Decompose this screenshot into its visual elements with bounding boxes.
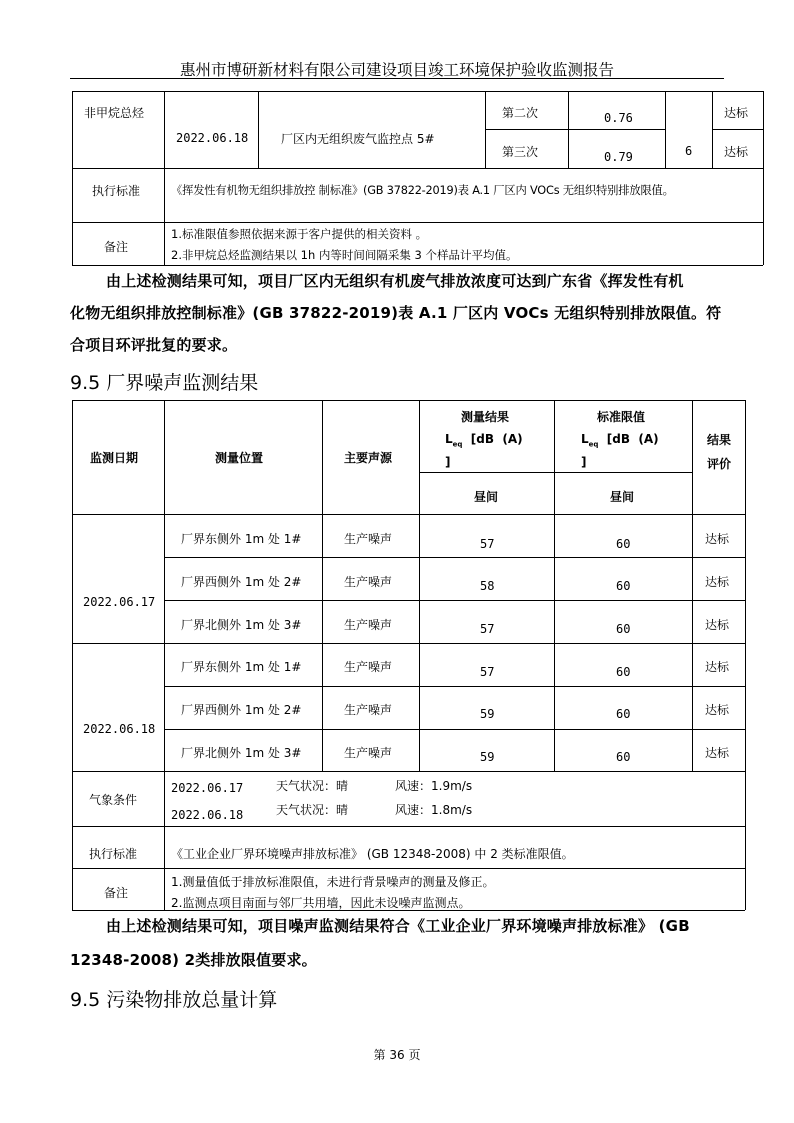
unit-prefix: L (581, 432, 589, 446)
measured-db: 57 (480, 665, 495, 679)
result-status: 达标 (724, 145, 749, 159)
measurement-position: 厂界东侧外 1m 处 1# (181, 660, 302, 674)
conclusion-paragraph: 由上述检测结果可知，项目厂区内无组织有机废气排放浓度可达到广东省《挥发性有机 (106, 272, 684, 290)
table-border (164, 686, 745, 687)
result-status: 达标 (724, 106, 749, 120)
unit-suffix: [dB (A) (462, 432, 523, 446)
unit-prefix: L (445, 432, 453, 446)
pollutant-name: 非甲烷总烃 (84, 106, 145, 120)
weather-condition: 天气状况：晴 (276, 803, 349, 817)
wind-speed: 风速：1.8m/s (395, 803, 473, 817)
result-status: 达标 (705, 532, 730, 546)
measured-db: 59 (480, 750, 495, 764)
header-unit-close: ] (581, 455, 587, 469)
measurement-position: 厂界西侧外 1m 处 2# (181, 575, 302, 589)
table-border (554, 400, 555, 771)
table-border (665, 91, 666, 168)
limit-db: 60 (616, 537, 631, 551)
table-border (72, 771, 745, 772)
standard-text: 《挥发性有机物无组织排放控 制标准》(GB 37822-2019)表 A.1 厂区内 VOCs 无组织特别排放限值。 (171, 184, 674, 197)
sampling-location: 厂区内无组织废气监控点 5# (281, 132, 435, 146)
result-status: 达标 (705, 703, 730, 717)
conclusion-paragraph: 合项目环评批复的要求。 (70, 336, 238, 354)
group-date: 2022.06.18 (83, 722, 156, 736)
table-border (72, 400, 745, 401)
header-evaluation: 结果 (707, 433, 732, 447)
table-border (692, 400, 693, 771)
noise-source: 生产噪声 (344, 660, 393, 674)
limit-db: 60 (616, 622, 631, 636)
page-number: 第 36 页 (373, 1048, 421, 1062)
measurement-position: 厂界北侧外 1m 处 3# (181, 618, 302, 632)
table-border (164, 729, 745, 730)
result-status: 达标 (705, 575, 730, 589)
limit-db: 60 (616, 707, 631, 721)
limit-db: 60 (616, 750, 631, 764)
table-border (72, 265, 763, 266)
header-unit (445, 432, 523, 448)
measured-db: 58 (480, 579, 495, 593)
header-position: 测量位置 (215, 451, 264, 465)
remark-line: 1.测量值低于排放标准限值，未进行背景噪声的测量及修正。 (171, 875, 495, 889)
weather-label: 气象条件 (89, 793, 138, 807)
table-border (72, 91, 763, 92)
conclusion-paragraph: 由上述检测结果可知，项目噪声监测结果符合《工业企业厂界环境噪声排放标准》 (GB (106, 917, 690, 935)
remarks-label: 备注 (104, 886, 129, 900)
table-border (164, 557, 745, 558)
wind-speed: 风速：1.9m/s (395, 779, 473, 793)
table-border (72, 400, 73, 910)
header-daytime: 昼间 (474, 490, 499, 504)
measurement-position: 厂界西侧外 1m 处 2# (181, 703, 302, 717)
table-border (485, 91, 486, 168)
table-border (419, 400, 420, 771)
noise-source: 生产噪声 (344, 532, 393, 546)
limit-db: 60 (616, 665, 631, 679)
section-heading: 9.5 污染物排放总量计算 (70, 989, 278, 1011)
table-border (745, 400, 746, 910)
header-measured: 测量结果 (461, 410, 510, 424)
sampling-round: 第二次 (502, 106, 539, 120)
table-border (72, 222, 763, 223)
header-evaluation: 评价 (707, 457, 732, 471)
table-border (712, 91, 713, 168)
table-border (72, 168, 763, 169)
weather-date: 2022.06.17 (171, 781, 244, 795)
table-border (419, 472, 692, 473)
header-divider (70, 78, 724, 79)
conclusion-paragraph: 化物无组织排放控制标准》(GB 37822-2019)表 A.1 厂区内 VOCs 无组织特别排放限值。符 (70, 304, 722, 322)
measured-db: 59 (480, 707, 495, 721)
remark-line: 2.非甲烷总烃监测结果以 1h 内等时间间隔采集 3 个样品计平均值。 (171, 248, 518, 262)
measurement-position: 厂界北侧外 1m 处 3# (181, 746, 302, 760)
limit-value: 6 (685, 144, 693, 158)
noise-source: 生产噪声 (344, 746, 393, 760)
weather-condition: 天气状况：晴 (276, 779, 349, 793)
table-border (72, 826, 745, 827)
result-status: 达标 (705, 746, 730, 760)
noise-source: 生产噪声 (344, 575, 393, 589)
table-border (72, 868, 745, 869)
table-border (164, 400, 165, 910)
group-date: 2022.06.17 (83, 595, 156, 609)
section-heading: 9.5 厂界噪声监测结果 (70, 372, 259, 394)
table-border (72, 91, 73, 265)
sampling-date: 2022.06.18 (176, 131, 249, 145)
header-unit-close: ] (445, 455, 451, 469)
table-border (322, 400, 323, 771)
standard-label: 执行标准 (92, 184, 141, 198)
result-status: 达标 (705, 660, 730, 674)
table-border (72, 514, 745, 515)
measured-db: 57 (480, 537, 495, 551)
measurement-position: 厂界东侧外 1m 处 1# (181, 532, 302, 546)
unit-sub: eq (588, 440, 599, 449)
unit-sub: eq (452, 440, 463, 449)
header-unit (581, 432, 659, 448)
weather-date: 2022.06.18 (171, 808, 244, 822)
table-border (568, 91, 569, 168)
conclusion-paragraph: 12348-2008) 2类排放限值要求。 (70, 951, 317, 969)
remarks-label: 备注 (104, 240, 129, 254)
header-date: 监测日期 (90, 451, 139, 465)
table-border (72, 643, 745, 644)
remark-line: 1.标准限值参照依据来源于客户提供的相关资料 。 (171, 227, 428, 241)
header-daytime: 昼间 (610, 490, 635, 504)
report-header-title: 惠州市博研新材料有限公司建设项目竣工环境保护验收监测报告 (179, 61, 614, 79)
standard-label: 执行标准 (89, 847, 138, 861)
noise-source: 生产噪声 (344, 703, 393, 717)
table-border (485, 129, 665, 130)
measured-value: 0.79 (604, 150, 633, 164)
sampling-round: 第三次 (502, 145, 539, 159)
standard-text: 《工业企业厂界环境噪声排放标准》 (GB 12348-2008) 中 2 类标准限值。 (171, 847, 574, 861)
header-source: 主要声源 (344, 451, 393, 465)
measured-value: 0.76 (604, 111, 633, 125)
limit-db: 60 (616, 579, 631, 593)
table-border (258, 91, 259, 168)
table-border (164, 600, 745, 601)
table-border (712, 129, 763, 130)
header-limit: 标准限值 (597, 410, 646, 424)
table-border (763, 91, 764, 265)
table-border (164, 91, 165, 265)
remark-line: 2.监测点项目南面与邻厂共用墙，因此未设噪声监测点。 (171, 896, 471, 910)
unit-suffix: [dB (A) (598, 432, 659, 446)
noise-source: 生产噪声 (344, 618, 393, 632)
measured-db: 57 (480, 622, 495, 636)
result-status: 达标 (705, 618, 730, 632)
